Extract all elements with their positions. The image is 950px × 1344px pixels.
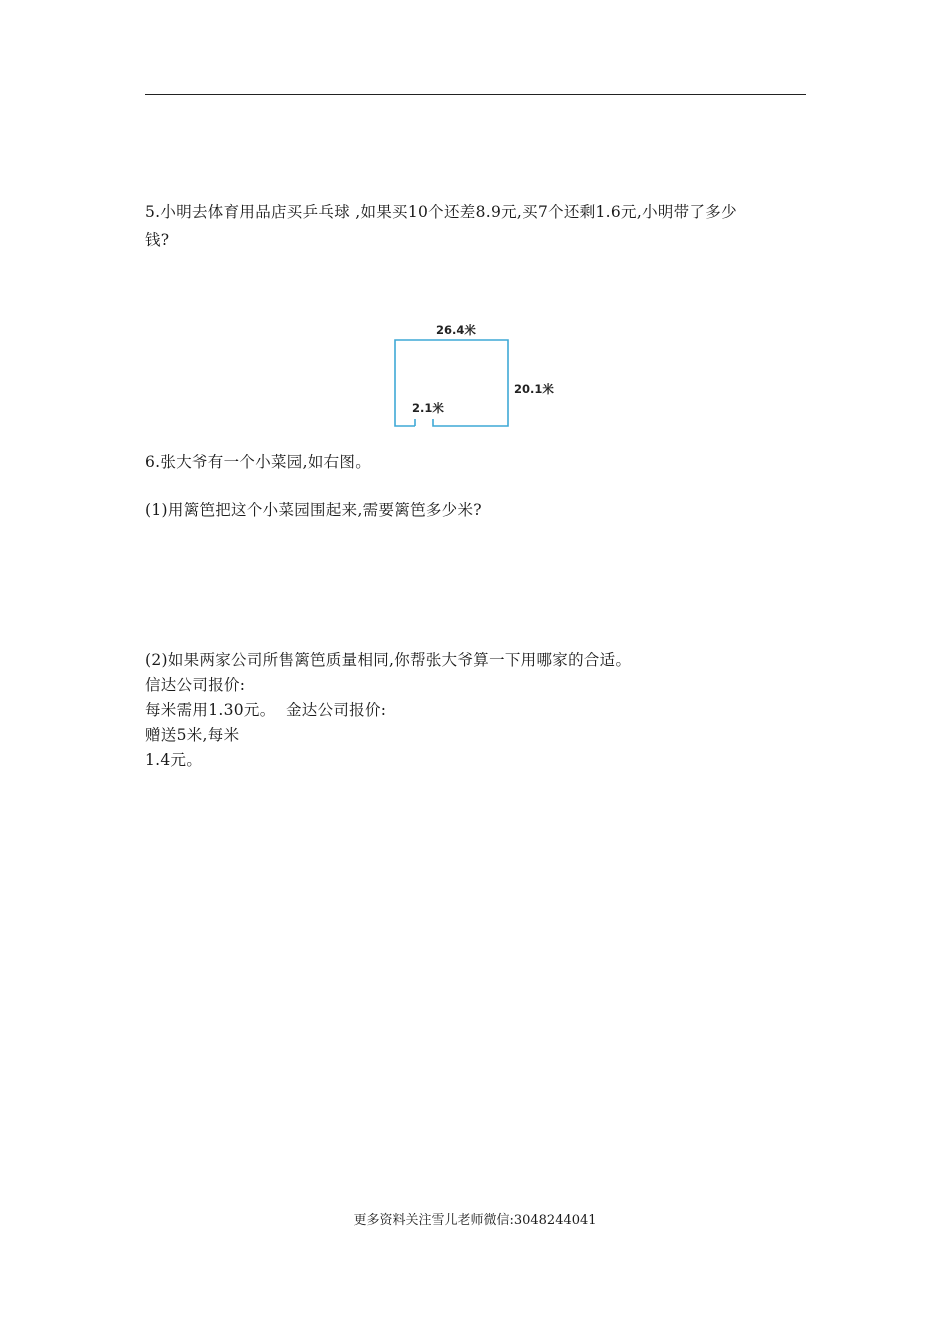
xinda-price-jinda-title: 每米需用1.30元。 金达公司报价: bbox=[145, 701, 387, 719]
jinda-quote-line-2: 1.4元。 bbox=[145, 751, 203, 769]
xinda-quote-title: 信达公司报价: bbox=[145, 676, 246, 694]
gap-length-label: 2.1米 bbox=[412, 401, 444, 415]
question-5-line-1: 5.小明去体育用品店买乒乓球 ,如果买10个还差8.9元,买7个还剩1.6元,小明带了多少 bbox=[145, 203, 737, 221]
top-length-label: 26.4米 bbox=[436, 323, 476, 337]
side-length-label: 20.1米 bbox=[514, 382, 554, 396]
footer-note: 更多资料关注雪儿老师微信:3048244041 bbox=[353, 1213, 597, 1228]
question-6-intro: 6.张大爷有一个小菜园,如右图。 bbox=[145, 453, 372, 471]
question-6-part-1: (1)用篱笆把这个小菜园围起来,需要篱笆多少米? bbox=[145, 501, 482, 519]
header-rule bbox=[145, 94, 806, 95]
question-5-line-2: 钱? bbox=[145, 231, 170, 249]
question-6-part-2: (2)如果两家公司所售篱笆质量相同,你帮张大爷算一下用哪家的合适。 bbox=[145, 651, 632, 669]
garden-figure bbox=[380, 318, 570, 438]
jinda-quote-line-1: 赠送5米,每米 bbox=[145, 726, 240, 744]
